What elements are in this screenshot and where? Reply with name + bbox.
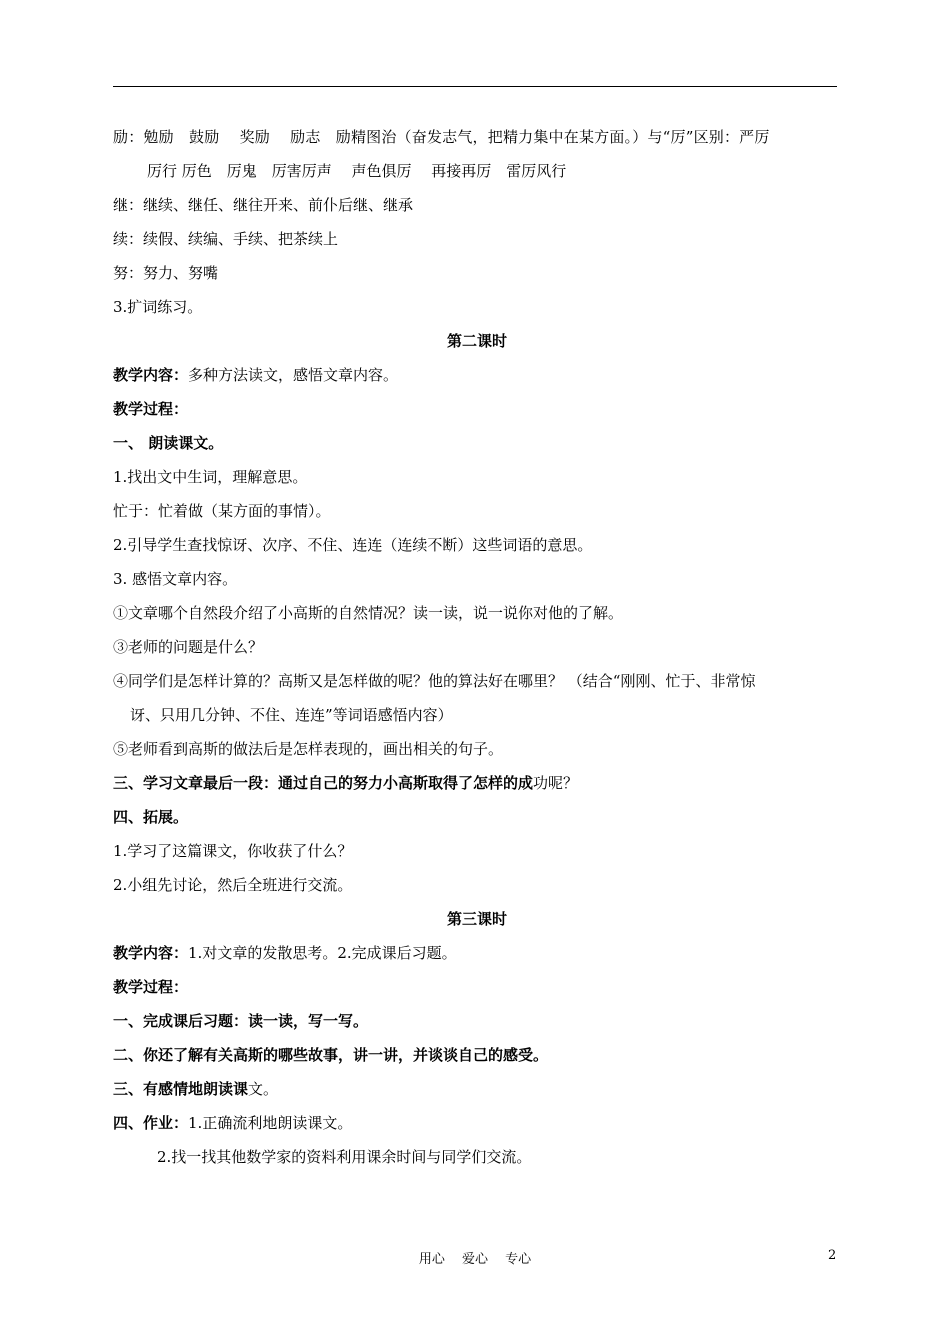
- teaching-content-text: 1.对文章的发散思考。2.完成课后习题。: [188, 944, 457, 962]
- step-3-tail: 功呢？: [533, 774, 579, 792]
- teaching-process-label-3: 教学过程：: [113, 978, 189, 996]
- header-rule: [113, 86, 837, 87]
- step-heading-mixed: [113, 1072, 841, 1106]
- homework-label: 四、作业：: [113, 1114, 189, 1132]
- teaching-content-2: [113, 358, 841, 392]
- list-item: ③老师的问题是什么？: [113, 638, 264, 656]
- list-item: 1.找出文中生词，理解意思。: [113, 468, 308, 486]
- step-3-heading: [113, 766, 841, 800]
- list-item: ①文章哪个自然段介绍了小高斯的自然情况？读一读，说一说你对他的了解。: [113, 604, 624, 622]
- paragraph-ji-words: 继：继续、继任、继往开来、前仆后继、继承: [113, 196, 414, 214]
- teaching-process-label-2: 教学过程：: [113, 400, 189, 418]
- paragraph-expand-words: 3.扩词练习。: [113, 298, 203, 316]
- list-item: 3. 感悟文章内容。: [113, 570, 238, 588]
- paragraph-li-words-cont: 厉行 厉色 厉鬼 厉害厉声 声色俱厉 再接再厉 雷厉风行: [147, 162, 567, 180]
- teaching-content-label: 教学内容：: [113, 944, 189, 962]
- list-item: ⑤老师看到高斯的做法后是怎样表现的，画出相关的句子。: [113, 740, 504, 758]
- list-item: ④同学们是怎样计算的？高斯又是怎样做的呢？他的算法好在哪里？ （结合“刚刚、忙于、非常惊: [113, 672, 756, 690]
- homework-line: [113, 1106, 841, 1140]
- step-heading: 二、你还了解有关高斯的哪些故事，讲一讲，并谈谈自己的感受。: [113, 1046, 549, 1064]
- section-title-lesson-2: 第二课时: [446, 332, 507, 350]
- paragraph-xu-words: 续：续假、续编、手续、把茶续上: [113, 230, 339, 248]
- page-number: 2: [828, 1248, 837, 1263]
- paragraph-li-words: 励：勉励 鼓励 奖励 励志 励精图治（奋发志气，把精力集中在某方面。）与“厉”区别：严厉: [113, 128, 770, 146]
- step-bold-part: 三、有感情地朗读课: [113, 1080, 249, 1098]
- document-body: [113, 120, 841, 1174]
- list-item: 1.学习了这篇课文，你收获了什么？: [113, 842, 353, 860]
- teaching-content-text: 多种方法读文，感悟文章内容。: [188, 366, 399, 384]
- homework-item-1: 1.正确流利地朗读课文。: [188, 1114, 353, 1132]
- footer-motto: 用心 爱心 专心: [418, 1252, 532, 1267]
- list-item: 2.引导学生查找惊讶、次序、不住、连连（连续不断）这些词语的意思。: [113, 536, 593, 554]
- homework-item-2: 2.找一找其他数学家的资料利用课余时间与同学们交流。: [157, 1148, 532, 1166]
- section-title-lesson-3: 第三课时: [446, 910, 507, 928]
- step-3-bold: 三、学习文章最后一段：通过自己的努力小高斯取得了怎样的成: [113, 774, 534, 792]
- list-item: 忙于：忙着做（某方面的事情）。: [113, 502, 331, 520]
- paragraph-nu-words: 努：努力、努嘴: [113, 264, 219, 282]
- list-item: 2.小组先讨论，然后全班进行交流。: [113, 876, 353, 894]
- step-4-heading: 四、拓展。: [113, 808, 189, 826]
- step-heading: 一、完成课后习题：读一读，写一写。: [113, 1012, 369, 1030]
- teaching-content-3: [113, 936, 841, 970]
- page-footer: [0, 1248, 950, 1268]
- step-tail: 文。: [248, 1080, 279, 1098]
- step-1-heading: 一、 朗读课文。: [113, 434, 224, 452]
- teaching-content-label: 教学内容：: [113, 366, 189, 384]
- list-item-cont: 讶、只用几分钟、不住、连连”等词语感悟内容）: [130, 706, 453, 724]
